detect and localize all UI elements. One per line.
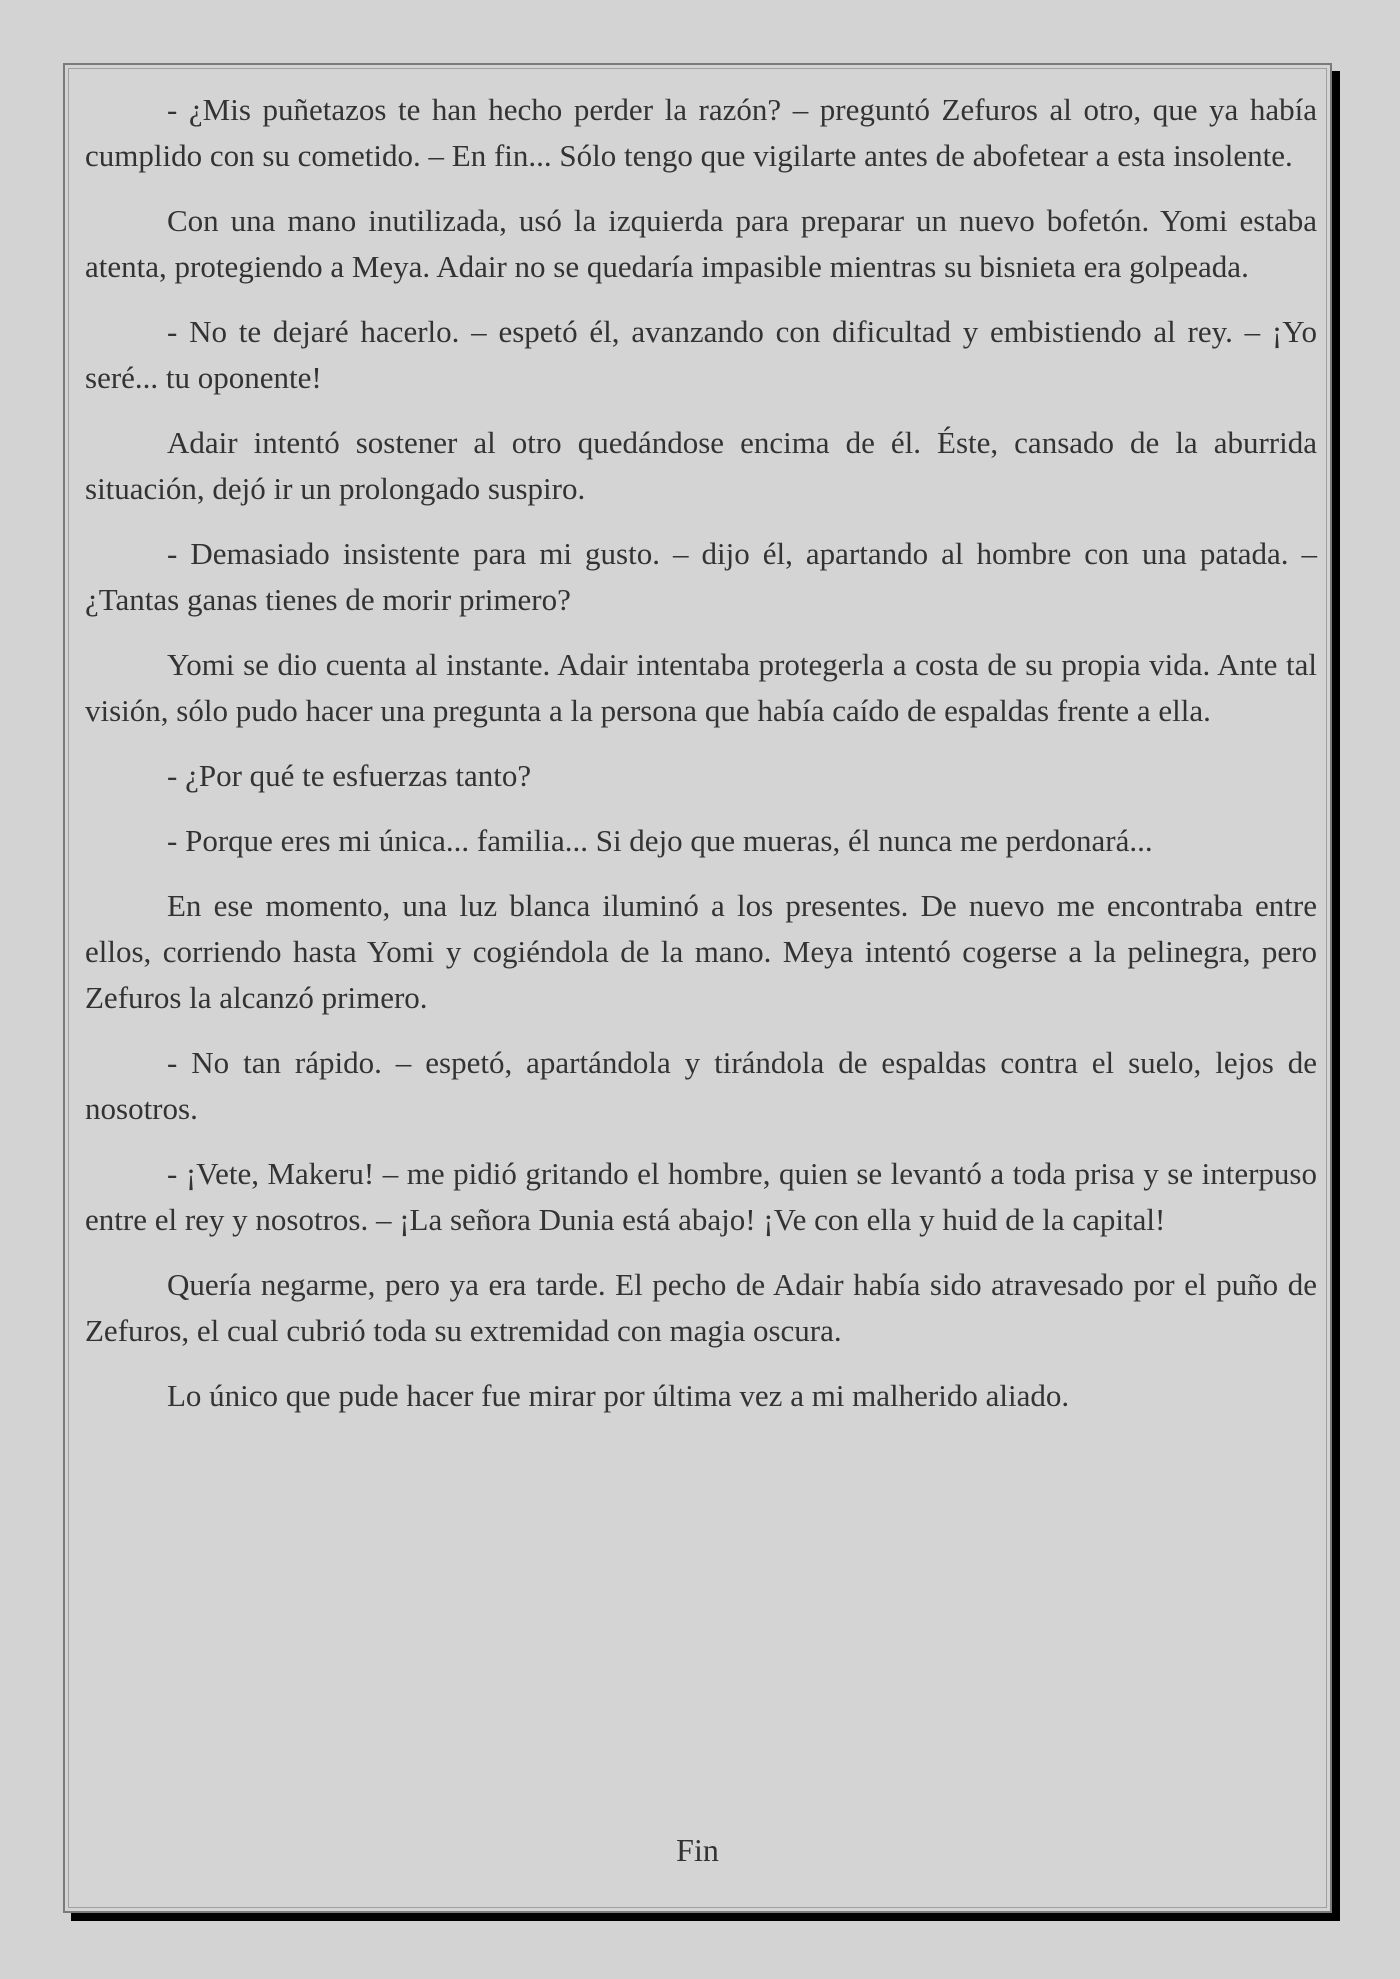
paragraph: En ese momento, una luz blanca iluminó a los presentes. De nuevo me encontraba entre ellos, corriendo hasta Yomi y cogiéndola de la mano. Meya intentó cogerse a la pelinegra, pero Zefuros la alcanzó primero. <box>85 888 1317 1015</box>
paragraph: Adair intentó sostener al otro quedándose encima de él. Éste, cansado de la aburrida situación, dejó ir un prolongado suspiro. <box>85 425 1317 506</box>
end-label: Fin <box>676 1832 719 1868</box>
paragraph: - Porque eres mi única... familia... Si dejo que mueras, él nunca me perdonará... <box>167 823 1153 858</box>
document-page <box>63 63 1332 1913</box>
paragraph: Quería negarme, pero ya era tarde. El pecho de Adair había sido atravesado por el puño de Zefuros, el cual cubrió toda su extremidad con magia oscura. <box>85 1267 1317 1348</box>
paragraph: - No tan rápido. – espetó, apartándola y tirándola de espaldas contra el suelo, lejos de nosotros. <box>85 1045 1317 1126</box>
paragraph: Lo único que pude hacer fue mirar por última vez a mi malherido aliado. <box>167 1378 1070 1413</box>
paragraph: - ¿Por qué te esfuerzas tanto? <box>167 758 532 793</box>
paragraph: - ¡Vete, Makeru! – me pidió gritando el hombre, quien se levantó a toda prisa y se interpuso entre el rey y nosotros. – ¡La señora Dunia está abajo! ¡Ve con ella y huid de la capital! <box>85 1156 1317 1237</box>
paragraph: Con una mano inutilizada, usó la izquierda para preparar un nuevo bofetón. Yomi estaba atenta, protegiendo a Meya. Adair no se quedaría impasible mientras su bisnieta era golpeada. <box>85 203 1317 284</box>
page-text <box>85 87 1317 1438</box>
paragraph: - No te dejaré hacerlo. – espetó él, avanzando con dificultad y embistiendo al rey. – ¡Yo seré... tu oponente! <box>85 314 1317 395</box>
paragraph: Yomi se dio cuenta al instante. Adair intentaba protegerla a costa de su propia vida. Ante tal visión, sólo pudo hacer una pregunta a la persona que había caído de espaldas frente a ella. <box>85 647 1317 728</box>
paragraph: - Demasiado insistente para mi gusto. – dijo él, apartando al hombre con una patada. – ¿Tantas ganas tienes de morir primero? <box>85 536 1317 617</box>
paragraph: - ¿Mis puñetazos te han hecho perder la razón? – preguntó Zefuros al otro, que ya había cumplido con su cometido. – En fin... Sólo tengo que vigilarte antes de abofetear a esta insolente. <box>85 92 1317 173</box>
